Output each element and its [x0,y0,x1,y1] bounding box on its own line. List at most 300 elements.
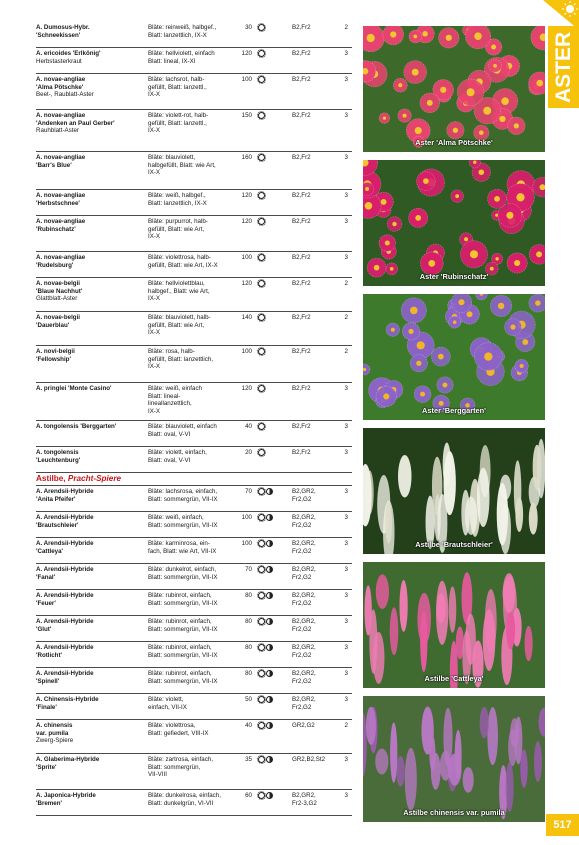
table-row [36,190,352,216]
plant-height: 120 [241,192,252,199]
half-shade-icon [266,592,273,599]
plant-description [148,76,222,99]
plant-description [148,385,222,415]
description-line: Blatt: dunkelgrün, VI-VII [148,799,214,807]
plant-name-line: 'Fellowship' [36,355,71,363]
plant-name-line: 'Brautschleier' [36,521,79,529]
sun-icon [258,722,265,729]
plant-height: 80 [245,592,252,599]
plant-description [148,540,222,555]
plant-name-line: 'Rotlicht' [36,651,62,659]
location-code-line: B2,Fr2 [292,24,311,31]
plant-name [36,218,144,233]
photo-caption: Aster 'Alma Pötschke' [415,138,493,147]
sun-icon [258,154,265,161]
sun-icon [258,76,265,83]
sun-icon [258,514,265,521]
description-line: Bläte: violett, [148,696,184,703]
location-code-line: B2,GR2, [292,644,316,651]
location-code-line: Fr2,G2 [292,625,312,633]
plant-name-line: A. Arendsii-Hybride [36,488,94,495]
photo-caption: Astilbe chinensis var. pumila [403,808,505,817]
location-codes [292,385,332,393]
sun-icon [258,314,265,321]
plant-photo [363,294,545,420]
table-row [36,346,352,383]
description-line: IX-X [148,127,161,135]
plants-per-sqm: 2 [344,348,348,355]
plant-name-line: A. novae-belgii [36,314,81,321]
location-codes [292,792,332,807]
plant-description [148,50,222,65]
description-line: Blatt: sommergrün, VII-IX [148,495,218,503]
table-row [36,312,352,346]
section-heading-label: Astilbe, [36,474,68,483]
plant-name-line: A. tongolensis 'Berggarten' [36,423,117,430]
description-line: Bläte: weiß, einfach [148,385,202,392]
table-row [36,668,352,694]
description-line: Bläte: hellviolettblau, [148,280,205,287]
sun-icon [258,218,265,225]
description-line: Blatt: oval, V-VI [148,430,191,438]
table-row [36,590,352,616]
plants-per-sqm: 3 [344,756,348,763]
plant-description [148,218,222,241]
light-requirement [258,756,288,766]
table-row [36,252,352,278]
section-heading-subtitle: Pracht-Spiere [67,474,122,483]
description-line: Blatt: lineal, IX-XI [148,57,196,65]
plant-height: 35 [245,756,252,763]
half-shade-icon [266,488,273,495]
plant-height: 80 [245,670,252,677]
side-tab-label: ASTER [552,31,575,103]
half-shade-icon [266,540,273,547]
light-requirement [258,24,288,34]
plant-name-line: A. Arendsii-Hybride [36,540,94,547]
photo-column [363,26,545,830]
plant-name-line: A. tongolensis [36,449,79,456]
plant-name-line: 'Herbstschnee' [36,199,80,207]
location-code-line: B2,Fr2 [292,50,311,57]
half-shade-icon [266,644,273,651]
plant-name [36,592,144,607]
light-requirement [258,314,288,324]
light-requirement [258,385,288,395]
location-codes [292,192,332,200]
plant-height: 70 [245,566,252,573]
plant-height: 120 [241,280,252,287]
plant-name-line: 'Rudelsburg' [36,261,74,269]
plant-name [36,756,144,771]
plants-per-sqm: 3 [344,488,348,495]
plant-name-line: A. novae-angliae [36,112,86,119]
location-codes [292,618,332,633]
plant-name-line: A. Arendsii-Hybride [36,644,94,651]
plants-per-sqm: 3 [344,254,348,261]
plants-per-sqm: 2 [344,314,348,321]
location-code-line: B2,Fr2 [292,314,311,321]
table-row [36,538,352,564]
plants-per-sqm: 3 [344,670,348,677]
plant-name-line: 'Sprite' [36,763,57,771]
plant-name-line: 'Bremen' [36,799,62,807]
location-codes [292,722,332,730]
description-line: Bläte: rubinrot, einfach, [148,618,212,625]
description-line: Bläte: rubinrot, einfach, [148,592,212,599]
location-code-line: GR2,B2,St2 [292,756,326,763]
plant-name-line: 'Dauerblau' [36,321,70,329]
plant-description [148,644,222,659]
description-line: Blatt: gefiedert, VIII-IX [148,729,209,737]
plant-photo [363,696,545,822]
plant-photo [363,26,545,152]
location-code-line: B2,Fr2 [292,423,311,430]
light-requirement [258,218,288,228]
light-requirement [258,696,288,706]
sun-icon [258,24,265,31]
plant-description [148,154,222,177]
flower-image [363,294,545,420]
location-code-line: B2,GR2, [292,514,316,521]
plant-photo [363,428,545,554]
location-code-line: Fr2,G2 [292,651,312,659]
plant-name-line: 'Alma Pötschke' [36,83,84,91]
plant-name [36,488,144,503]
plant-description [148,24,222,39]
description-line: halbgefüllt, Blatt: wie Art, [148,161,216,169]
plant-name-line: A. Arendsii-Hybride [36,566,94,573]
plant-description [148,423,222,438]
plant-height: 60 [245,792,252,799]
table-row [36,421,352,447]
light-requirement [258,618,288,628]
description-line: einfach, VII-IX [148,703,187,711]
plant-height: 160 [241,154,252,161]
sun-icon [258,423,265,430]
description-line: Bläte: lachsrosa, einfach, [148,488,218,495]
plant-name-line: A. novi-belgii [36,348,75,355]
location-code-line: Fr2,G2 [292,677,312,685]
sun-icon [258,385,265,392]
plant-height: 120 [241,218,252,225]
location-code-line: GR2,G2 [292,722,315,729]
description-line: gefüllt, Blatt: wie Art, [148,321,205,329]
plant-name-line: A. Arendsii-Hybride [36,670,94,677]
location-codes [292,756,332,764]
plant-name-line: A. Dumosus-Hybr. [36,24,90,31]
photo-caption: Astilbe 'Cattleya' [424,674,484,683]
location-code-line: B2,Fr2 [292,192,311,199]
location-codes [292,423,332,431]
plant-name-line: 'Spinell' [36,677,60,685]
photo-caption: Aster 'Rubinschatz' [419,272,489,281]
sun-corner-icon [543,0,579,30]
location-code-line: B2,GR2, [292,566,316,573]
sun-icon [258,540,265,547]
half-shade-icon [266,696,273,703]
plant-height: 70 [245,488,252,495]
plant-name [36,423,144,431]
plant-height: 150 [241,112,252,119]
location-codes [292,154,332,162]
plant-name [36,280,144,303]
table-row [36,110,352,152]
description-line: Bläte: dunkelrosa, einfach, [148,792,221,799]
plant-name-line: 'Cattleya' [36,547,64,555]
light-requirement [258,112,288,122]
flower-image [363,696,545,822]
location-codes [292,24,332,32]
sun-icon [258,566,265,573]
light-requirement [258,254,288,264]
table-row [36,486,352,512]
light-requirement [258,540,288,550]
location-codes [292,280,332,288]
description-line: halbgef., Blatt: wie Art, [148,287,210,295]
location-codes [292,696,332,711]
table-row [36,616,352,642]
plants-per-sqm: 3 [344,218,348,225]
light-requirement [258,592,288,602]
description-line: Bläte: lachsrot, halb- [148,76,205,83]
plant-name [36,50,144,65]
plant-description [148,592,222,607]
table-row [36,754,352,790]
plant-name [36,348,144,363]
plant-description [148,618,222,633]
plant-name-line: 'Anita Pfeifer' [36,495,76,503]
plant-photo [363,562,545,688]
plants-per-sqm: 2 [344,722,348,729]
plants-per-sqm: 3 [344,644,348,651]
description-line: IX-X [148,233,161,241]
plants-per-sqm: 3 [344,618,348,625]
sun-icon [258,112,265,119]
location-codes [292,348,332,356]
plant-name-line: A. Japonica-Hybride [36,792,96,799]
plant-description [148,514,222,529]
location-code-line: B2,GR2, [292,696,316,703]
description-line: Bläte: blauviolett, einfach [148,423,217,430]
table-row [36,642,352,668]
location-code-line: B2,Fr2 [292,254,311,261]
description-line: Blatt: lanzettlich, IX-X [148,31,207,39]
plant-description [148,792,222,807]
plants-per-sqm: 3 [344,112,348,119]
plant-name-line: 'Blaue Nachhut' [36,287,83,295]
plant-height: 120 [241,385,252,392]
plants-per-sqm: 3 [344,514,348,521]
location-codes [292,50,332,58]
description-line: Bläte: karminrosa, ein- [148,540,210,547]
plant-height: 80 [245,644,252,651]
plant-name-line: A. novae-angliae [36,254,86,261]
plants-per-sqm: 3 [344,592,348,599]
table-row [36,564,352,590]
plant-table [36,22,352,816]
location-codes [292,112,332,120]
photo-caption: Astilbe 'Brautschleier' [415,540,493,549]
description-line: Blatt: oval, V-VI [148,456,191,464]
plant-name [36,112,144,135]
plant-name-line: 'Schneekissen' [36,31,81,39]
plant-name [36,540,144,555]
location-code-line: Fr2-3,G2 [292,799,317,807]
description-line: Bläte: rubinrot, einfach, [148,644,212,651]
description-line: Bläte: violett-rot, halb- [148,112,209,119]
plant-height: 20 [245,449,252,456]
plant-description [148,348,222,371]
plant-height: 100 [241,514,252,521]
plant-name-line: 'Andenken an Paul Gerber' [36,119,115,127]
description-line: Bläte: violettrosa, halb- [148,254,211,261]
table-row [36,74,352,110]
light-requirement [258,76,288,86]
plant-height: 140 [241,314,252,321]
plants-per-sqm: 3 [344,696,348,703]
plants-per-sqm: 3 [344,192,348,199]
description-line: fach, Blatt: wie Art, VII-IX [148,547,217,555]
description-line: IX-X [148,91,161,99]
plant-description [148,112,222,135]
plant-height: 120 [241,50,252,57]
half-shade-icon [266,514,273,521]
description-line: Blatt: sommergrün, VII-IX [148,677,218,685]
description-line: Bläte: rubinrot, einfach, [148,670,212,677]
plant-name-line: 'Feuer' [36,599,56,607]
description-line: Bläte: rosa, halb- [148,348,195,355]
plants-per-sqm: 2 [344,280,348,287]
plants-per-sqm: 3 [344,423,348,430]
description-line: Bläte: blauviolett, [148,154,196,161]
plant-name-line: A. chinensis [36,722,73,729]
flower-image [363,428,545,554]
plant-name [36,154,144,169]
light-requirement [258,50,288,60]
plants-per-sqm: 3 [344,76,348,83]
description-line: Blatt: sommergrün, VII-IX [148,599,218,607]
location-codes [292,514,332,529]
plant-name-line: A. novae-angliae [36,192,86,199]
location-codes [292,566,332,581]
plant-name-line: A. novae-belgii [36,280,81,287]
plants-per-sqm: 3 [344,385,348,392]
table-row [36,720,352,754]
description-line: Bläte: violettrosa, [148,722,196,729]
description-line: IX-X [148,407,161,415]
plant-height: 40 [245,423,252,430]
plant-description [148,314,222,337]
plant-name-line: Glattblatt-Aster [36,295,78,303]
description-line: Blatt: lanzettlich, IX-X [148,199,207,207]
plant-name-line: Beet-, Raublatt-Aster [36,91,94,99]
sun-icon [258,592,265,599]
plant-description [148,670,222,685]
table-row [36,383,352,421]
light-requirement [258,670,288,680]
plant-name [36,792,144,807]
light-requirement [258,348,288,358]
plant-description [148,280,222,303]
light-requirement [258,722,288,732]
plant-name-line: A. ericoides 'Erlkönig' [36,50,101,57]
table-row [36,278,352,312]
location-code-line: Fr2,G2 [292,521,312,529]
description-line: Bläte: weiß, einfach, [148,514,204,521]
location-code-line: Fr2,G2 [292,495,312,503]
half-shade-icon [266,792,273,799]
description-line: Bläte: zartrosa, einfach, [148,756,214,763]
description-line: Bläte: reinweiß, halbgef., [148,24,217,31]
location-code-line: B2,Fr2 [292,112,311,119]
plant-name [36,618,144,633]
description-line: gefüllt, Blatt: lanzettl., [148,83,207,91]
light-requirement [258,792,288,802]
sun-icon [258,488,265,495]
plant-name-line: 'Glut' [36,625,52,633]
location-code-line: B2,GR2, [292,592,316,599]
plant-name-line: A. Arendsii-Hybride [36,514,94,521]
description-line: Blatt: sommergrün, VII-IX [148,625,218,633]
plant-name [36,449,144,464]
sun-icon [258,254,265,261]
page-number: 517 [546,814,579,836]
plant-name-line: 'Barr's Blue' [36,161,72,169]
description-line: gefüllt, Blatt: wie Art, [148,225,205,233]
description-line: Bläte: purpurrot, halb- [148,218,208,225]
plant-name-line: Zwerg-Spiere [36,737,74,745]
light-requirement [258,514,288,524]
plant-height: 50 [245,696,252,703]
location-codes [292,488,332,503]
plant-name [36,314,144,329]
plant-name-line: A. Arendsii-Hybride [36,592,94,599]
plant-name [36,644,144,659]
description-line: Bläte: hellviolett, einfach [148,50,215,57]
location-codes [292,449,332,457]
sun-icon [258,696,265,703]
plant-photo [363,160,545,286]
location-code-line: B2,Fr2 [292,154,311,161]
plant-height: 100 [241,540,252,547]
light-requirement [258,449,288,459]
plant-description [148,696,222,711]
plant-name-line: A. Arendsii-Hybride [36,618,94,625]
table-row [36,447,352,473]
plants-per-sqm: 3 [344,792,348,799]
description-line: Bläte: weiß, halbgef., [148,192,206,199]
light-requirement [258,192,288,202]
sun-icon [258,50,265,57]
location-codes [292,540,332,555]
plant-description [148,192,222,207]
plant-name [36,385,144,393]
plant-height: 40 [245,722,252,729]
light-requirement [258,644,288,654]
description-line: Bläte: blauviolett, halb- [148,314,211,321]
description-line: IX-X [148,363,161,371]
description-line: Blatt: lineal-lineallanzettlich, [148,392,192,408]
plants-per-sqm: 3 [344,566,348,573]
flower-image [363,26,545,152]
location-codes [292,254,332,262]
description-line: gefüllt, Blatt: lanzettlich, [148,355,214,363]
location-code-line: B2,GR2, [292,488,316,495]
description-line: gefüllt, Blatt: wie Art, IX-X [148,261,218,269]
plant-name-line: A. novae-angliae [36,218,86,225]
plant-name-line: A. novae-angliae [36,76,86,83]
